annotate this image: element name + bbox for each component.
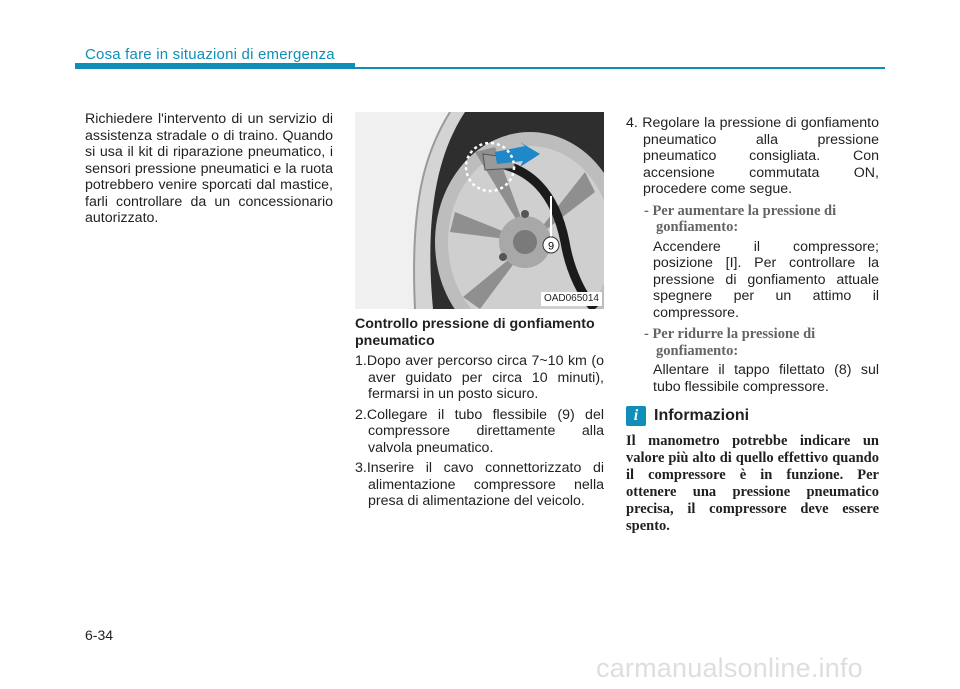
intro-paragraph: Richiedere l'intervento di un servizio di assistenza stradale o di traino. Quando si usa il kit di riparazione pneumatico, i sensori pressione pneumatici e la ruota potrebbero venire sporcati dal mastice, farli controllare da un concessionario autorizzato. — [85, 111, 333, 226]
page-number: 6-34 — [85, 627, 114, 643]
section-title: Cosa fare in situazioni di emergenza — [85, 46, 335, 63]
increase-pressure-text: Accendere il compressore; posizione [I]. Per controllare la pressione di gonfiamento attuale spegnere per un attimo il compressore. — [653, 238, 879, 321]
decrease-pressure-text: Allentare il tappo filettato (8) sul tubo flessibile compressore. — [653, 362, 879, 395]
callout-number-9: 9 — [547, 240, 555, 253]
increase-pressure-heading: - Per aumentare la pressione di gonfiamento: — [644, 202, 837, 235]
column-middle — [355, 112, 604, 510]
step-1: 1.Dopo aver percorso circa 7~10 km (o aver guidato per circa 10 minuti), fermarsi in un posto sicuro. — [355, 353, 604, 402]
figure-code: OAD065014 — [541, 292, 602, 306]
column-right — [626, 111, 879, 535]
tire-compressor-illustration — [355, 112, 604, 309]
step-4: 4. Regolare la pressione di gonfiamento pneumatico alla pressione pneumatico consigliata. Con accensione commutata ON, procedere come segue. — [626, 115, 879, 197]
info-title: Informazioni — [654, 406, 750, 424]
info-header — [626, 406, 879, 426]
step-2: 2.Collegare il tubo flessibile (9) del compressore direttamente alla valvola pneumatico. — [355, 406, 604, 456]
watermark: carmanualsonline.info — [596, 653, 863, 683]
decrease-pressure-heading: - Per ridurre la pressione di gonfiamento: — [644, 326, 816, 359]
subheading: Controllo pressione di gonfiamento pneumatico — [355, 316, 595, 349]
column-left — [85, 111, 333, 227]
info-icon: i — [626, 406, 646, 426]
wheel-hose-drawing — [355, 112, 604, 309]
step-3: 3.Inserire il cavo connettorizzato di alimentazione compressore nella presa di alimentazione del veicolo. — [355, 460, 604, 509]
info-text: Il manometro potrebbe indicare un valore più alto di quello effettivo quando il compressore è in funzione. Per ottenere una pressione pneumatico precisa, il compressore deve essere spento. — [626, 433, 879, 534]
header-rule — [75, 67, 885, 69]
